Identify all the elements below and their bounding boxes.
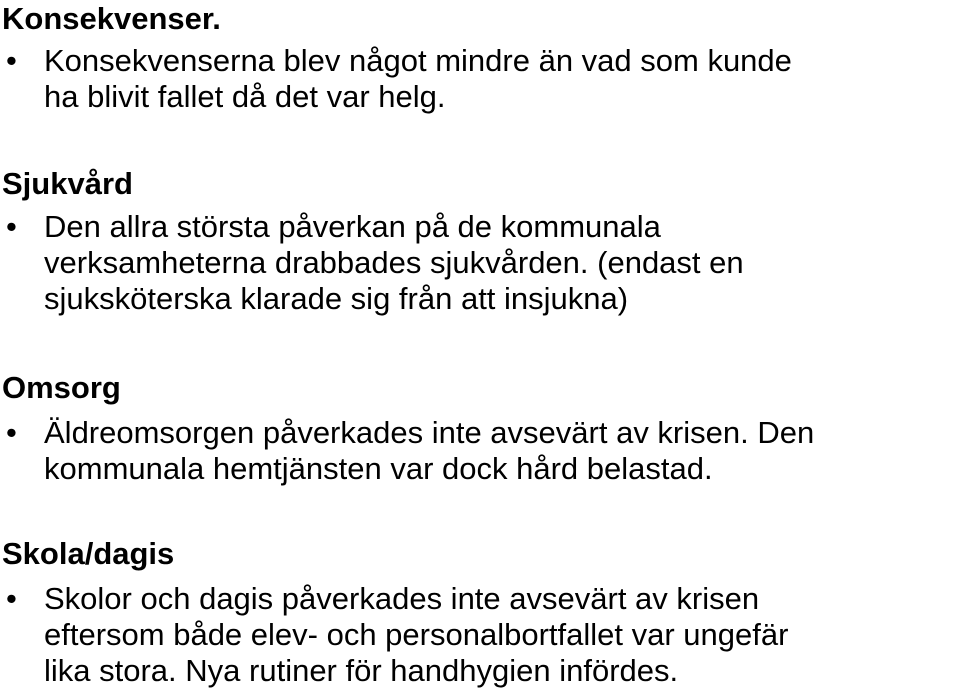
text-line: Konsekvenserna blev något mindre än vad som kunde bbox=[44, 43, 792, 78]
bullet-text bbox=[44, 581, 958, 689]
bullet-icon: • bbox=[6, 209, 17, 244]
bullet-text bbox=[44, 209, 958, 317]
text-line: Äldreomsorgen påverkades inte avsevärt av krisen. Den bbox=[44, 415, 815, 450]
section-heading-konsekvenser: Konsekvenser. bbox=[2, 1, 221, 36]
bullet-text bbox=[44, 415, 958, 487]
text-line: Den allra största påverkan på de kommunala bbox=[44, 209, 661, 244]
section-heading-sjukvard: Sjukvård bbox=[2, 166, 133, 201]
text-line: verksamheterna drabbades sjukvården. (endast en bbox=[44, 245, 744, 280]
text-line: lika stora. Nya rutiner för handhygien infördes. bbox=[44, 653, 679, 688]
section-heading-skola-dagis: Skola/dagis bbox=[2, 536, 175, 571]
text-line: Skolor och dagis påverkades inte avsevärt av krisen bbox=[44, 581, 760, 616]
bullet-icon: • bbox=[6, 415, 17, 450]
bullet-text bbox=[44, 43, 958, 115]
text-line: sjuksköterska klarade sig från att insjukna) bbox=[44, 281, 629, 316]
text-line: kommunala hemtjänsten var dock hård belastad. bbox=[44, 451, 713, 486]
bullet-icon: • bbox=[6, 581, 17, 616]
text-line: ha blivit fallet då det var helg. bbox=[44, 79, 446, 114]
text-line: eftersom både elev- och personalbortfallet var ungefär bbox=[44, 617, 789, 652]
section-heading-omsorg: Omsorg bbox=[2, 370, 121, 405]
bullet-icon: • bbox=[6, 43, 17, 78]
